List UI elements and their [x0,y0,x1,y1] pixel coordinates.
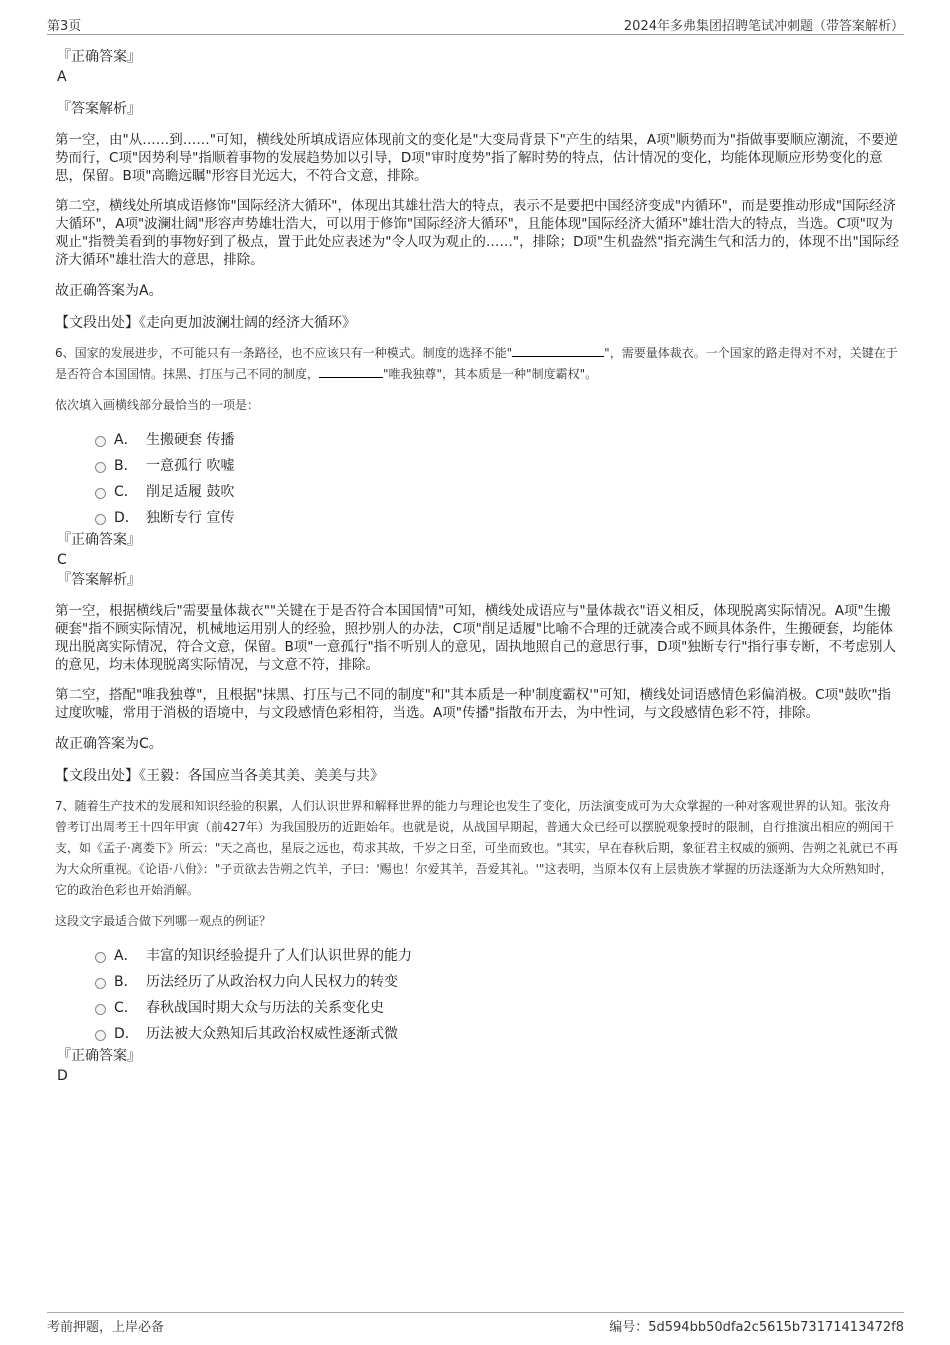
blank-line [512,344,604,357]
source-citation: 【文段出处】《王毅：各国应当各美其美、美美与共》 [55,768,384,784]
option-d[interactable]: D． 历法被大众熟知后其政治权威性逐渐式微 [95,1020,900,1046]
option-b[interactable]: B． 历法经历了从政治权力向人民权力的转变 [95,968,900,994]
radio-button[interactable] [95,462,106,473]
question-stem: 7、随着生产技术的发展和知识经验的积累，人们认识世界和解释世界的能力与理论也发生了变化，历法演变成可为大众掌握的一种对客观世界的认知。张汝舟曾考订出周考王十四年甲寅（前427年）为我国殷历的近距始年。也就是说，从战国早期起，普通大众已经可以摆脱观象授时的限制，自行推演出相应的朔闰干支，如《孟子·离娄下》所云："天之高也，星辰之远也，苟求其故，千岁之日至，可坐而致也。"其实，早在春秋后期，象征君主权威的颁朔、告朔之礼就已不再为大众所重视。《论语·八佾》："子贡欲去告朔之饩羊，子曰：'赐也！尔爱其羊，吾爱其礼。'"这表明，当原本仅有上层贵族才掌握的历法逐渐为大众所熟知时，它的政治色彩也开始消解。 [55,799,898,897]
serial-number: 编号：5d594bb50dfa2c5615b73171413472f8 [609,1320,904,1335]
analysis-paragraph: 第一空，根据横线后"需要量体裁衣""关键在于是否符合本国国情"可知，横线处成语应与"量体裁衣"语义相反，体现脱离实际情况。A项"生搬硬套"指不顾实际情况，机械地运用别人的经验，照抄别人的办法，C项"削足适履"比喻不合理的迁就凑合或不顾具体条件，生搬硬套，均能体现出脱离实际情况，符合文意，保留。B项"一意孤行"指不听别人的意见，固执地照自己的意思行事，D项"独断专行"指行事专断，不考虑别人的意见，均未体现脱离实际情况，与文意不符，排除。 [55,603,896,673]
question-prompt: 这段文字最适合做下列哪一观点的例证？ [55,914,272,928]
radio-button[interactable] [95,1004,106,1015]
correct-answer-label: 『正确答案』 [57,49,141,65]
option-c[interactable]: C． 削足适履 鼓吹 [95,478,900,504]
page-footer [47,1312,904,1335]
option-a[interactable]: A． 生搬硬套 传播 [95,426,900,452]
analysis-paragraph: 第二空，搭配"唯我独尊"，且根据"抹黑、打压与己不同的制度"和"其本质是一种'制度霸权'"可知，横线处词语感情色彩偏消极。C项"鼓吹"指过度吹嘘，常用于消极的语境中，与文段感情色彩相符，当选。A项"传播"指散布开去，为中性词，与文段感情色彩不符，排除。 [55,687,892,721]
correct-answer: D [57,1068,68,1084]
options-list [95,942,900,1046]
radio-button[interactable] [95,1030,106,1041]
blank-line [319,365,383,378]
option-d[interactable]: D． 独断专行 宣传 [95,504,900,530]
option-a[interactable]: A． 丰富的知识经验提升了人们认识世界的能力 [95,942,900,968]
analysis-paragraph: 第二空，横线处所填成语修饰"国际经济大循环"，体现出其雄壮浩大的特点，表示不是要把中国经济变成"内循环"，而是要推动形成"国际经济大循环"，A项"波澜壮阔"形容声势雄壮浩大，可以用于修饰"国际经济大循环"，且能体现"国际经济大循环"雄壮浩大的特点，当选。C项"叹为观止"指赞美看到的事物好到了极点，置于此处应表述为"令人叹为观止的……"，排除；D项"生机盎然"指充满生气和活力的，体现不出"国际经济大循环"雄壮浩大的意思，排除。 [55,198,900,268]
source-citation: 【文段出处】《走向更加波澜壮阔的经济大循环》 [55,315,356,331]
correct-answer-label: 『正确答案』 [57,532,141,548]
question-prompt: 依次填入画横线部分最恰当的一项是： [55,398,260,412]
correct-answer-label: 『正确答案』 [57,1048,141,1064]
analysis-label: 『答案解析』 [57,101,141,117]
conclusion: 故正确答案为C。 [55,736,163,752]
page-number: 第3页 [47,19,82,34]
question-stem: 6、国家的发展进步，不可能只有一条路径，也不应该只有一种模式。制度的选择不能" "，需要量体裁衣。一个国家的路走得对不对，关键在于是否符合本国国情。抹黑、打压与己不同的制度， "唯我独尊"，其本质是一种"制度霸权"。 [55,346,898,381]
page-header [47,12,904,35]
radio-button[interactable] [95,978,106,989]
options-list [95,426,900,530]
analysis-label: 『答案解析』 [57,572,141,588]
option-b[interactable]: B． 一意孤行 吹嘘 [95,452,900,478]
radio-button[interactable] [95,514,106,525]
radio-button[interactable] [95,436,106,447]
footer-slogan: 考前押题，上岸必备 [47,1320,165,1335]
correct-answer: A [57,69,67,85]
radio-button[interactable] [95,488,106,499]
page-content [55,47,900,1086]
option-c[interactable]: C． 春秋战国时期大众与历法的关系变化史 [95,994,900,1020]
radio-button[interactable] [95,952,106,963]
correct-answer: C [57,552,67,568]
analysis-paragraph: 第一空，由"从……到……"可知，横线处所填成语应体现前文的变化是"大变局背景下"产生的结果，A项"顺势而为"指做事要顺应潮流，不要逆势而行，C项"因势利导"指顺着事物的发展趋势加以引导，D项"审时度势"指了解时势的特点，估计情况的变化，均能体现顺应形势变化的意思，保留。B项"高瞻远瞩"形容目光远大，不符合文意，排除。 [55,132,898,184]
conclusion: 故正确答案为A。 [55,283,163,299]
document-title: 2024年多弗集团招聘笔试冲刺题（带答案解析） [623,19,904,34]
